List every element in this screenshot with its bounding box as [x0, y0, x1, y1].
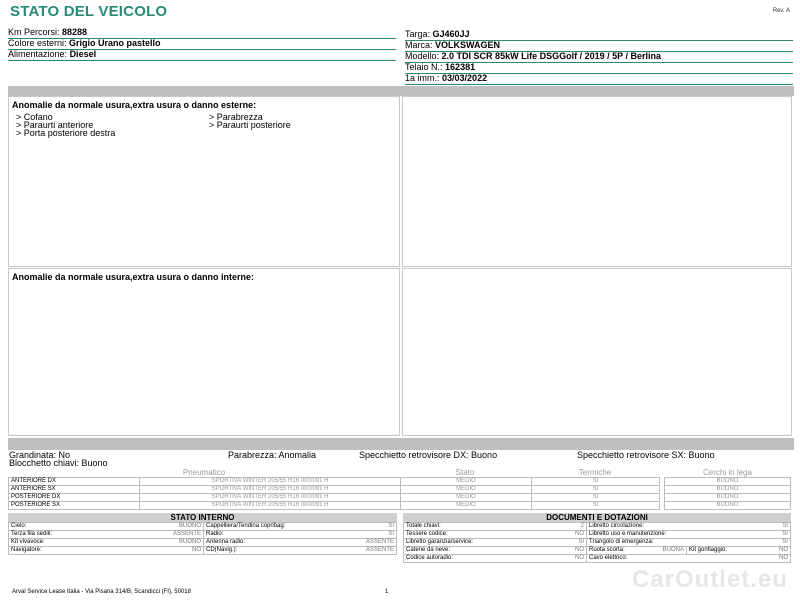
table-row: Catene da neve: NO Ruota scorta: BUONA Kit gonfiaggio: NO: [404, 547, 791, 555]
pneumatico-header: Pneumatico: [182, 468, 226, 477]
table-row: BUONO: [665, 494, 791, 502]
section-divider: [8, 86, 794, 96]
alimentazione-row: Alimentazione: Diesel: [8, 49, 396, 61]
documenti-header: DOCUMENTI E DOTAZIONI: [403, 513, 791, 523]
telaio-row: Telaio N.: 162381: [405, 62, 793, 74]
watermark-logo: CarOutlet.eu: [631, 566, 788, 593]
footer-company: Arval Service Lease Italia - Via Pisana 314/B, Scandicci (FI), 50018: [12, 589, 191, 595]
table-row: Libretto garanzia/service: SI Triangolo di emergenza: SI: [404, 539, 791, 547]
internal-damage-title: Anomalie da normale usura,extra usura o danno interne:: [12, 272, 255, 282]
table-row: Cielo: BUONO Cappelliera/Tendina copribag: SI: [9, 523, 397, 531]
table-row: Kit vivavoce: BUONO Antenna radio: ASSENTE: [9, 539, 397, 547]
stato-interno-header: STATO INTERNO: [8, 513, 397, 523]
targa-row: Targa: GJ460JJ: [405, 29, 793, 41]
marca-row: Marca: VOLKSWAGEN: [405, 40, 793, 52]
table-row: POSTERIORE DX SPORTIVA WINTER 205/55 R16 000/091 H MEDIO SI: [9, 494, 660, 502]
footer-page-number: 1: [385, 589, 389, 595]
table-row: BUONO: [665, 478, 791, 486]
table-row: BUONO: [665, 486, 791, 494]
internal-damage-image-panel: [402, 268, 792, 436]
table-row: Totale chiavi: 2 Libretto circolazione: SI: [404, 523, 791, 531]
internal-damage-panel: [8, 268, 400, 436]
table-row: ANTERIORE DX SPORTIVA WINTER 205/55 R16 000/091 H MEDIO SI: [9, 478, 660, 486]
external-damage-list-1: [16, 113, 115, 137]
damage-item: > Paraurti anteriore: [16, 120, 94, 130]
table-row: Tessere codice: NO Libretto uso e manutenzione: SI: [404, 531, 791, 539]
specchietto-sx-text: Specchietto retrovisore SX: Buono: [577, 450, 715, 460]
colore-row: Colore esterni: Grigio Urano pastello: [8, 38, 396, 50]
termiche-header: Termiche: [578, 468, 612, 477]
documenti-table: [403, 522, 791, 563]
parabrezza-text: Parabrezza: Anomalia: [228, 450, 317, 460]
damage-item: > Cofano: [16, 112, 53, 122]
cerchi-header: Cerchi in lega: [703, 468, 752, 477]
blocchetto-text: Blocchetto chiavi: Buono: [9, 458, 108, 468]
tires-table: [8, 477, 660, 510]
external-damage-title: Anomalie da normale usura,extra usura o danno esterne:: [12, 100, 257, 110]
specchietto-dx-text: Specchietto retrovisore DX: Buono: [359, 450, 498, 460]
stato-header: Stato: [455, 468, 475, 477]
external-damage-image-panel: [402, 96, 792, 267]
table-row: Navigatore: NO CD(Navig.): ASSENTE: [9, 547, 397, 555]
revision-label: Rev. A: [772, 8, 790, 14]
cerchi-table: [664, 477, 791, 510]
table-row: Terza fila sedili: ASSENTE Radio: SI: [9, 531, 397, 539]
page-title: STATO DEL VEICOLO: [10, 3, 168, 20]
table-row: POSTERIORE SX SPORTIVA WINTER 205/55 R16 000/091 H MEDIO SI: [9, 502, 660, 510]
stato-interno-table: [8, 522, 397, 555]
immatricolazione-row: 1a imm.: 03/03/2022: [405, 73, 793, 85]
section-divider: [8, 438, 794, 450]
table-row: Codice autoradio: NO Cavo elettrico: NO: [404, 555, 791, 563]
damage-item: > Parabrezza: [209, 112, 263, 122]
damage-item: > Paraurti posteriore: [209, 120, 291, 130]
km-row: Km Percorsi: 88288: [8, 27, 396, 39]
modello-row: Modello: 2.0 TDI SCR 85kW Life DSGGolf / 2019 / 5P / Berlina: [405, 51, 793, 63]
damage-item: > Porta posteriore destra: [16, 128, 116, 138]
external-damage-list-2: [209, 113, 291, 129]
grandinata-text: Grandinata: No: [9, 450, 71, 460]
table-row: ANTERIORE SX SPORTIVA WINTER 205/55 R16 000/091 H MEDIO SI: [9, 486, 660, 494]
table-row: BUONO: [665, 502, 791, 510]
